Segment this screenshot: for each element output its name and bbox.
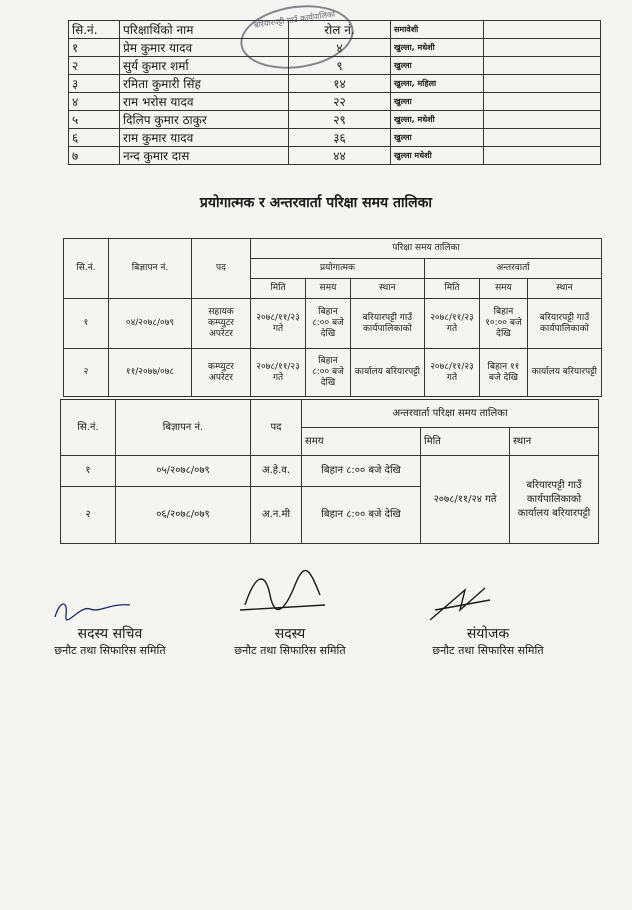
cell: १४ — [289, 75, 391, 93]
cell: खुल्ला — [391, 57, 484, 75]
cell: ४ — [69, 93, 120, 111]
header-group: परिक्षा समय तालिका — [251, 239, 602, 259]
table-row — [69, 93, 601, 111]
cell: बिहान ८:०० बजे देखि — [306, 349, 351, 397]
cell: बरियारपट्टी गाउँ कार्यपालिकाको — [350, 299, 424, 349]
cell: २०७८/११/२३ गते — [251, 299, 306, 349]
signature-org: छनौट तथा सिफारिस समिति — [54, 644, 166, 657]
cell — [484, 39, 601, 57]
cell: अ.हे.व. — [251, 456, 302, 487]
signature-org: छनौट तथा सिफारिस समिति — [234, 644, 346, 657]
cell: २०७८/११/२३ गते — [424, 299, 479, 349]
cell: रमिता कुमारी सिंह — [120, 75, 289, 93]
cell: २ — [64, 349, 109, 397]
cell: सहायक कम्प्युटर अपरेटर — [192, 299, 251, 349]
interview-date: २०७८/११/२४ गते — [421, 456, 510, 544]
interview-place: बरियारपट्टी गाउँ कार्यपालिकाको कार्यालय बरियारपट्टी — [510, 456, 599, 544]
cell: कार्यालय बरियारपट्टी — [527, 349, 601, 397]
cell — [484, 129, 601, 147]
header-name: परिक्षार्थिको नाम — [120, 21, 289, 39]
signature-member-secretary — [40, 624, 180, 658]
schedule-title: प्रयोगात्मक र अन्तरवार्ता परिक्षा समय तालिका — [199, 195, 433, 211]
cell: ३ — [69, 75, 120, 93]
signature-member-secretary-mark — [50, 595, 140, 625]
header-inclusive: समावेशी — [391, 21, 484, 39]
signature-role: सदस्य सचिव — [77, 626, 143, 642]
header-time: समय — [302, 428, 421, 456]
cell: कार्यालय बरियारपट्टी — [350, 349, 424, 397]
table-row — [61, 456, 599, 487]
table-row — [69, 147, 601, 165]
table-row — [69, 75, 601, 93]
cell — [484, 111, 601, 129]
table-row — [69, 129, 601, 147]
cell: ०५/२०७८/०७९ — [116, 456, 251, 487]
header-date: मिति — [421, 428, 510, 456]
cell: खुल्ला मधेशी — [391, 147, 484, 165]
header-roll: रोल नं. — [289, 21, 391, 39]
table-row — [69, 57, 601, 75]
cell — [484, 147, 601, 165]
interview-table — [60, 399, 599, 544]
table-row — [69, 39, 601, 57]
cell: बिहान १०:०० बजे देखि — [480, 299, 528, 349]
cell: ९ — [289, 57, 391, 75]
cell: ३६ — [289, 129, 391, 147]
cell: २९ — [289, 111, 391, 129]
cell — [484, 75, 601, 93]
header-interview: अन्तरवार्ता — [424, 259, 601, 279]
signature-member — [220, 624, 360, 658]
table-row — [69, 111, 601, 129]
candidate-table — [68, 20, 601, 165]
cell: खुल्ला — [391, 129, 484, 147]
cell: कम्प्युटर अपरेटर — [192, 349, 251, 397]
header-i-time: समय — [480, 279, 528, 299]
cell: सुर्य कुमार शर्मा — [120, 57, 289, 75]
cell: बिहान ८:०० बजे देखि — [302, 487, 421, 544]
cell: खुल्ला — [391, 93, 484, 111]
stamp-text: बरियारपट्टी गाउँ कार्यपालिका — [253, 9, 336, 30]
cell: १ — [64, 299, 109, 349]
header-sn: सि.नं. — [61, 400, 116, 456]
cell: १ — [69, 39, 120, 57]
signature-role: सदस्य — [274, 626, 306, 642]
header-group: अन्तरवार्ता परिक्षा समय तालिका — [302, 400, 599, 428]
signature-org: छनौट तथा सिफारिस समिति — [432, 644, 544, 657]
signature-coordinator-mark — [425, 580, 500, 625]
cell: बिहान ११ बजे देखि — [480, 349, 528, 397]
cell: ६ — [69, 129, 120, 147]
header-post: पद — [251, 400, 302, 456]
cell: २०७८/११/२३ गते — [424, 349, 479, 397]
header-p-date: मिति — [251, 279, 306, 299]
cell: ४ — [289, 39, 391, 57]
cell: ०४/२०७८/०७९ — [109, 299, 192, 349]
cell: नन्द कुमार दास — [120, 147, 289, 165]
header-post: पद — [192, 239, 251, 299]
cell: राम भरोस यादव — [120, 93, 289, 111]
cell: खुल्ला, मधेशी — [391, 39, 484, 57]
header-practical: प्रयोगात्मक — [251, 259, 425, 279]
cell: खुल्ला, मधेशी — [391, 111, 484, 129]
cell: बिहान ८:०० बजे देखि — [302, 456, 421, 487]
cell: ७ — [69, 147, 120, 165]
cell: राम कुमार यादव — [120, 129, 289, 147]
header-p-time: समय — [306, 279, 351, 299]
table-row — [64, 299, 602, 349]
header-i-date: मिति — [424, 279, 479, 299]
signature-coordinator — [418, 624, 558, 658]
header-adv: बिज्ञापन नं. — [109, 239, 192, 299]
signature-role: संयोजक — [466, 626, 510, 642]
header-adv: बिज्ञापन नं. — [116, 400, 251, 456]
cell: अ.न.मी — [251, 487, 302, 544]
table-header-row — [69, 21, 601, 39]
signature-member-mark — [235, 565, 330, 620]
cell — [484, 57, 601, 75]
header-i-place: स्थान — [527, 279, 601, 299]
cell: २ — [61, 487, 116, 544]
table-row — [64, 349, 602, 397]
cell: ५ — [69, 111, 120, 129]
cell: २ — [69, 57, 120, 75]
cell: २२ — [289, 93, 391, 111]
header-place: स्थान — [510, 428, 599, 456]
cell: दिलिप कुमार ठाकुर — [120, 111, 289, 129]
cell: खुल्ला, महिला — [391, 75, 484, 93]
cell: ११/२०७७/०७८ — [109, 349, 192, 397]
header-sn: सि.नं. — [64, 239, 109, 299]
header-sn: सि.नं. — [69, 21, 120, 39]
cell: प्रेम कुमार यादव — [120, 39, 289, 57]
cell: ०६/२०७८/०७९ — [116, 487, 251, 544]
cell: २०७८/११/२३ गते — [251, 349, 306, 397]
cell: बिहान ८:०० बजे देखि — [306, 299, 351, 349]
cell: बरियारपट्टी गाउँ कार्यपालिकाको — [527, 299, 601, 349]
practical-interview-table — [63, 238, 602, 397]
header-p-place: स्थान — [350, 279, 424, 299]
header-blank — [484, 21, 601, 39]
cell: ४४ — [289, 147, 391, 165]
cell — [484, 93, 601, 111]
cell: १ — [61, 456, 116, 487]
